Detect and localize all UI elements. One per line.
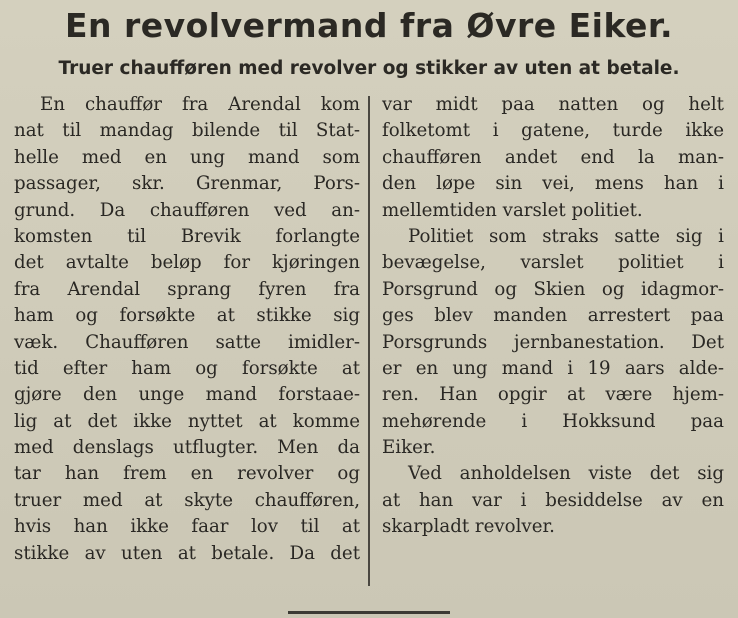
text-line: det avtalte beløp for kjøringen xyxy=(14,252,360,274)
text-line: komsten til Brevik forlangte xyxy=(14,225,360,247)
headline: En revolvermand fra Øvre Eiker. xyxy=(64,6,674,45)
text-line: tar han frem en revolver og xyxy=(14,463,360,485)
text-line: Porsgrund og Skien og idagmor- xyxy=(382,278,724,300)
text-line: skarpladt revolver. xyxy=(382,516,555,538)
text-line: Porsgrunds jernbanestation. Det xyxy=(382,331,724,353)
text-line: stikke av uten at betale. Da det xyxy=(14,542,360,564)
text-line: mehørende i Hokksund paa xyxy=(382,410,724,432)
text-line: hvis han ikke faar lov til at xyxy=(14,516,360,538)
text-line: lig at det ikke nyttet at komme xyxy=(14,410,360,432)
end-rule xyxy=(288,611,450,614)
text-line: at han var i besiddelse av en xyxy=(382,489,724,511)
text-line: bevægelse, varslet politiet i xyxy=(382,252,724,274)
text-line: En chauffør fra Arendal kom xyxy=(40,94,360,115)
text-line: gjøre den unge mand forstaae- xyxy=(14,384,360,406)
text-line: den løpe sin vei, mens han i xyxy=(382,173,724,195)
right-column xyxy=(382,92,724,541)
text-line: passager, skr. Grenmar, Pors- xyxy=(14,173,360,195)
text-line: truer med at skyte chaufføren, xyxy=(14,489,360,511)
text-line: væk. Chaufføren satte imidler- xyxy=(14,331,360,353)
text-line: er en ung mand i 19 aars alde- xyxy=(382,357,724,379)
subheadline: Truer chaufføren med revolver og stikker av uten at betale. xyxy=(58,58,680,79)
text-line: nat til mandag bilende til Stat- xyxy=(14,120,360,142)
text-line: ren. Han opgir at være hjem- xyxy=(382,384,724,406)
text-line: med denslags utflugter. Men da xyxy=(14,437,360,459)
text-line: Politiet som straks satte sig i xyxy=(408,225,724,247)
text-line: helle med en ung mand som xyxy=(14,146,360,168)
text-line: grund. Da chaufføren ved an- xyxy=(14,199,360,221)
column-divider xyxy=(368,96,370,586)
text-line: mellemtiden varslet politiet. xyxy=(382,199,643,221)
text-line: var midt paa natten og helt xyxy=(382,94,724,115)
text-line: ham og forsøkte at stikke sig xyxy=(14,305,360,327)
text-line: Ved anholdelsen viste det sig xyxy=(408,463,724,485)
text-line: folketomt i gatene, turde ikke xyxy=(382,120,724,142)
text-line: fra Arendal sprang fyren fra xyxy=(14,278,360,300)
left-column xyxy=(14,92,360,567)
text-line: ges blev manden arrestert paa xyxy=(382,305,724,327)
text-line: chaufføren andet end la man- xyxy=(382,146,724,168)
text-line: Eiker. xyxy=(382,437,436,459)
text-line: tid efter ham og forsøkte at xyxy=(14,357,360,379)
